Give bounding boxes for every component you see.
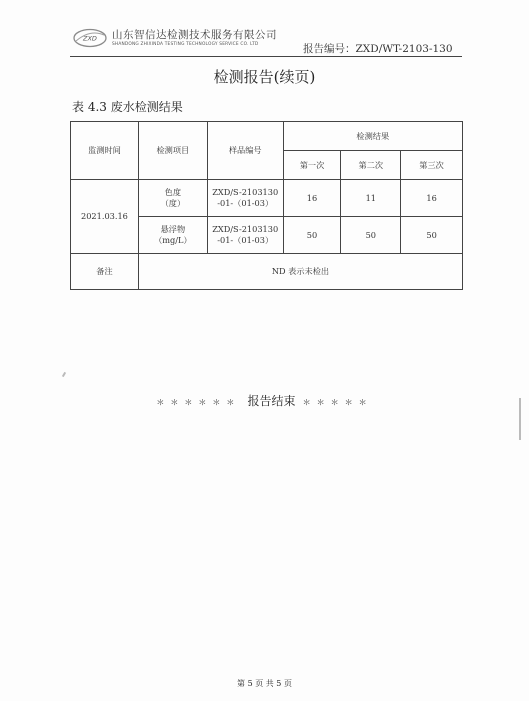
header-first: 第一次: [283, 151, 341, 180]
header-divider: [70, 56, 462, 57]
sample-id-cell: [207, 217, 283, 254]
sample-id-line2: -01-（01-03）: [217, 235, 274, 245]
scan-edge-mark: [519, 398, 521, 440]
result-first: 16: [283, 180, 341, 217]
header-sample-id: 样品编号: [207, 122, 283, 180]
wastewater-results-table: [70, 121, 463, 290]
sample-id-line1: ZXD/S-2103130: [212, 187, 279, 197]
date-cell: 2021.03.16: [71, 180, 139, 254]
header-item: 检测项目: [138, 122, 207, 180]
sample-id-line2: -01-（01-03）: [217, 198, 274, 208]
document-title: 检测报告(续页): [213, 68, 316, 86]
scan-smudge: [62, 372, 66, 377]
company-name-en: SHANDONG ZHIXINDA TESTING TECHNOLOGY SERVICE CO. LTD: [112, 42, 259, 47]
result-third: 50: [401, 217, 463, 254]
page-number: 第 5 页 共 5 页: [237, 679, 292, 688]
end-of-report-text: 报告结束: [247, 394, 296, 408]
table-caption: 表 4.3 废水检测结果: [72, 100, 183, 114]
result-second: 11: [341, 180, 401, 217]
sample-id-cell: [207, 180, 283, 217]
end-of-report-mark: [0, 390, 529, 409]
company-name-cn: 山东智信达检测技术服务有限公司: [112, 29, 277, 41]
stars-left: ＊＊＊＊＊＊: [156, 398, 241, 407]
table-row: [71, 180, 463, 217]
item-name: 色度: [164, 187, 182, 197]
result-third: 16: [401, 180, 463, 217]
table-header-row: [71, 122, 463, 151]
item-cell: [138, 180, 207, 217]
remark-text: ND 表示未检出: [138, 254, 462, 290]
header-results-group: 检测结果: [283, 122, 462, 151]
stars-right: ＊＊＊＊＊: [302, 398, 373, 407]
item-unit: （度）: [160, 198, 186, 208]
sample-id-line1: ZXD/S-2103130: [212, 224, 279, 234]
remark-row: [71, 254, 463, 290]
result-first: 50: [283, 217, 341, 254]
logo-text: ZXD: [83, 34, 97, 43]
header-date: 监测时间: [71, 122, 139, 180]
company-logo: [72, 27, 108, 49]
item-unit: （mg/L）: [154, 235, 192, 245]
remark-label: 备注: [71, 254, 139, 290]
report-number: 报告编号：ZXD/WT-2103-130: [303, 43, 453, 55]
header-second: 第二次: [341, 151, 401, 180]
item-cell: [138, 217, 207, 254]
item-name: 悬浮物: [160, 224, 186, 234]
header-third: 第三次: [401, 151, 463, 180]
result-second: 50: [341, 217, 401, 254]
